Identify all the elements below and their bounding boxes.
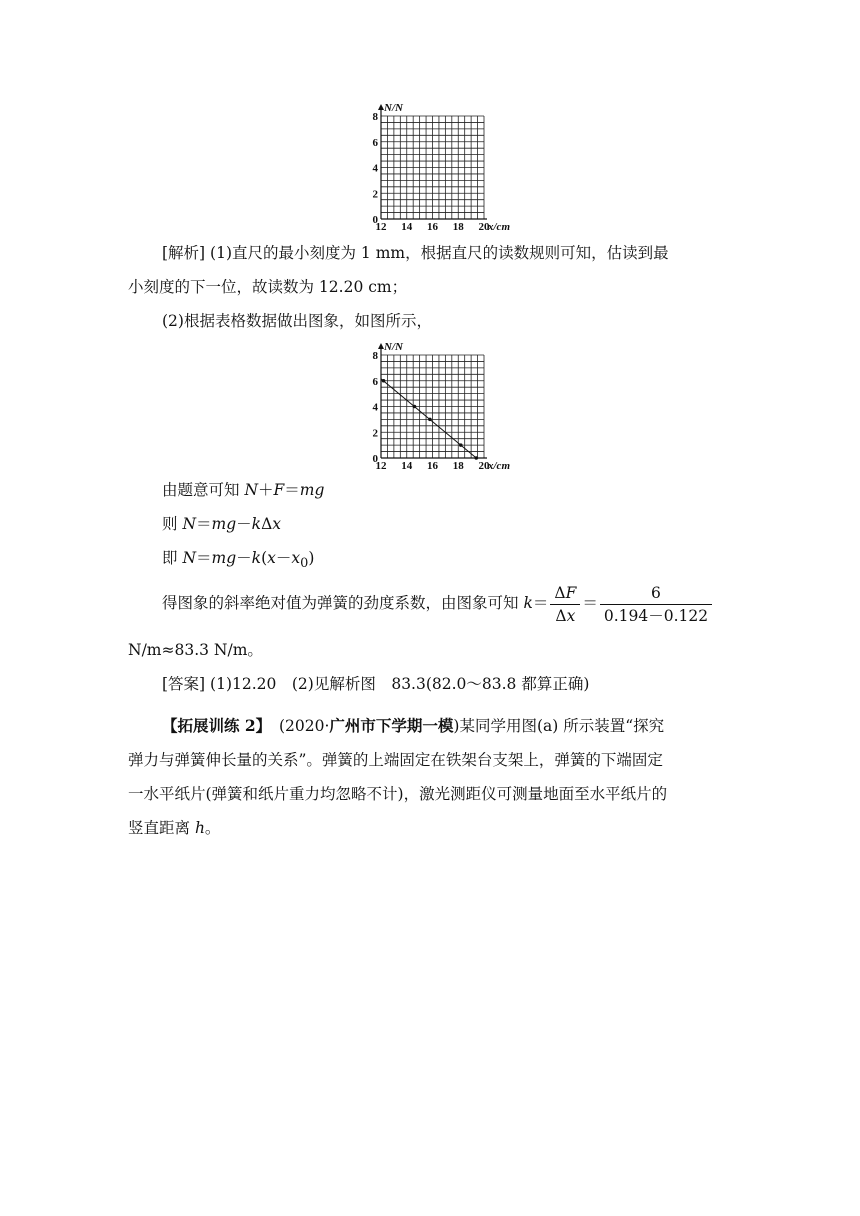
answer-line [128,672,732,696]
fraction-1-denominator [550,605,580,627]
eq3-minus2: － [275,549,292,567]
data-point [382,379,386,383]
x-tick-label: 14 [401,460,413,472]
y-tick-label: 0 [372,214,378,226]
slope-tail [128,638,732,662]
y-tick-label: 8 [372,350,378,362]
eq2-prefix: 则 [162,515,183,533]
eq3-open-paren: ( [261,549,268,567]
extension-label: 【拓展训练 2】 [162,716,264,735]
x-tick-label: 12 [375,460,387,472]
y-tick-label: 8 [372,111,378,123]
fitted-line-chart-svg [360,337,520,472]
eq1-mg: mg [299,481,325,499]
eq2-N: N [182,515,196,533]
eq3-equals: ＝ [196,549,212,567]
y-axis-title: N/N [384,102,403,114]
eq1-N: N [244,481,258,499]
extension-line-1 [128,711,732,741]
frac1-den-delta: Δ [555,606,567,625]
x-tick-label: 16 [427,460,438,472]
extension-l1-rest: )某同学用图(a) 所示装置“探究 [453,717,665,735]
extension-source: 广州市下学期一模 [329,716,454,735]
y-tick-label: 6 [372,375,378,388]
extension-line-3 [128,779,732,809]
x-tick-label: 12 [375,221,387,233]
fitted-line-chart [360,337,520,472]
data-point [474,456,478,460]
x-tick-label: 20 [478,460,490,472]
eq2-mg: mg [211,515,237,533]
answer-text: (1)12.20 (2)见解析图 83.3(82.0～83.8 都算正确) [210,675,590,693]
x-tick-label: 18 [452,221,464,233]
y-tick-label: 2 [372,427,378,440]
answer-label: [答案] [162,675,206,693]
fraction-deltaF-deltax [550,582,580,627]
frac1-num-F: F [565,583,577,602]
eq3-x: x [267,549,276,567]
equation-2 [128,512,732,536]
eq3-N: N [182,549,196,567]
analysis-part1-b: 小刻度的下一位，故读数为 12.20 cm； [128,278,408,296]
slope-equals-2: ＝ [582,594,598,612]
analysis-label: [解析] [162,244,206,262]
eq3-close-paren: ) [308,549,315,567]
data-point [459,443,463,447]
extension-year: (2020· [278,717,330,735]
empty-grid-chart-svg [360,98,520,233]
eq1-equals: ＝ [284,481,300,499]
y-tick-label: 2 [372,188,378,201]
extension-l4-a: 竖直距离 [128,819,195,837]
eq2-x: x [272,515,282,533]
data-point [413,405,417,409]
y-tick-label: 4 [372,162,378,175]
fraction-2-numerator: 6 [600,582,712,605]
eq1-plus: ＋ [258,481,274,499]
frac1-num-delta: Δ [554,583,566,602]
eq3-prefix: 即 [162,549,183,567]
eq1-F: F [273,481,285,499]
equation-3 [128,546,732,576]
y-tick-label: 0 [372,453,378,465]
extension-line-2 [128,745,732,775]
slope-equals-1: ＝ [532,594,549,612]
eq1-prefix: 由题意可知 [162,481,245,499]
x-axis-title: x/cm [488,221,510,233]
x-tick-label: 16 [427,221,438,233]
extension-l4-h: h [194,819,205,837]
slope-paragraph [128,580,732,627]
eq2-delta: Δ [261,515,273,533]
eq2-minus: － [236,515,252,533]
empty-grid-chart [360,98,520,233]
eq3-k: k [251,549,262,567]
y-tick-label: 4 [372,401,378,414]
frac1-den-x: x [566,606,576,625]
analysis-part2: (2)根据表格数据做出图象，如图所示， [162,312,432,330]
y-axis-title: N/N [384,341,403,353]
slope-prefix: 得图象的斜率绝对值为弹簧的劲度系数，由图象可知 [162,594,524,612]
data-point [428,418,432,422]
slope-result: N/m≈83.3 N/m。 [128,641,263,659]
extension-l2: 弹力与弹簧伸长量的关系”。弹簧的上端固定在铁架台支架上，弹簧的下端固定 [128,751,663,769]
fraction-1-numerator [550,582,580,605]
x-axis-title: x/cm [488,460,510,472]
eq3-minus: － [236,549,252,567]
fraction-numeric [600,582,712,627]
extension-l4-b: 。 [204,819,221,837]
analysis-part1-a: (1)直尺的最小刻度为 1 mm，根据直尺的读数规则可知，估读到最 [210,244,669,262]
x-tick-label: 18 [452,460,464,472]
analysis-line-1 [128,241,732,265]
eq3-subscript: 0 [300,556,309,572]
x-tick-label: 14 [401,221,413,233]
eq3-x0: x [291,549,301,567]
slope-k: k [523,594,533,612]
extension-line-4 [128,813,732,843]
x-tick-label: 20 [478,221,490,233]
equation-1 [128,478,732,502]
eq2-equals: ＝ [196,515,212,533]
analysis-line-3 [128,309,732,333]
eq3-mg: mg [211,549,237,567]
analysis-line-2 [128,275,732,299]
extension-l3: 一水平纸片(弹簧和纸片重力均忽略不计)，激光测距仪可测量地面至水平纸片的 [128,785,668,803]
fraction-2-denominator: 0.194－0.122 [603,606,709,625]
y-tick-label: 6 [372,136,378,149]
eq2-k: k [251,515,262,533]
